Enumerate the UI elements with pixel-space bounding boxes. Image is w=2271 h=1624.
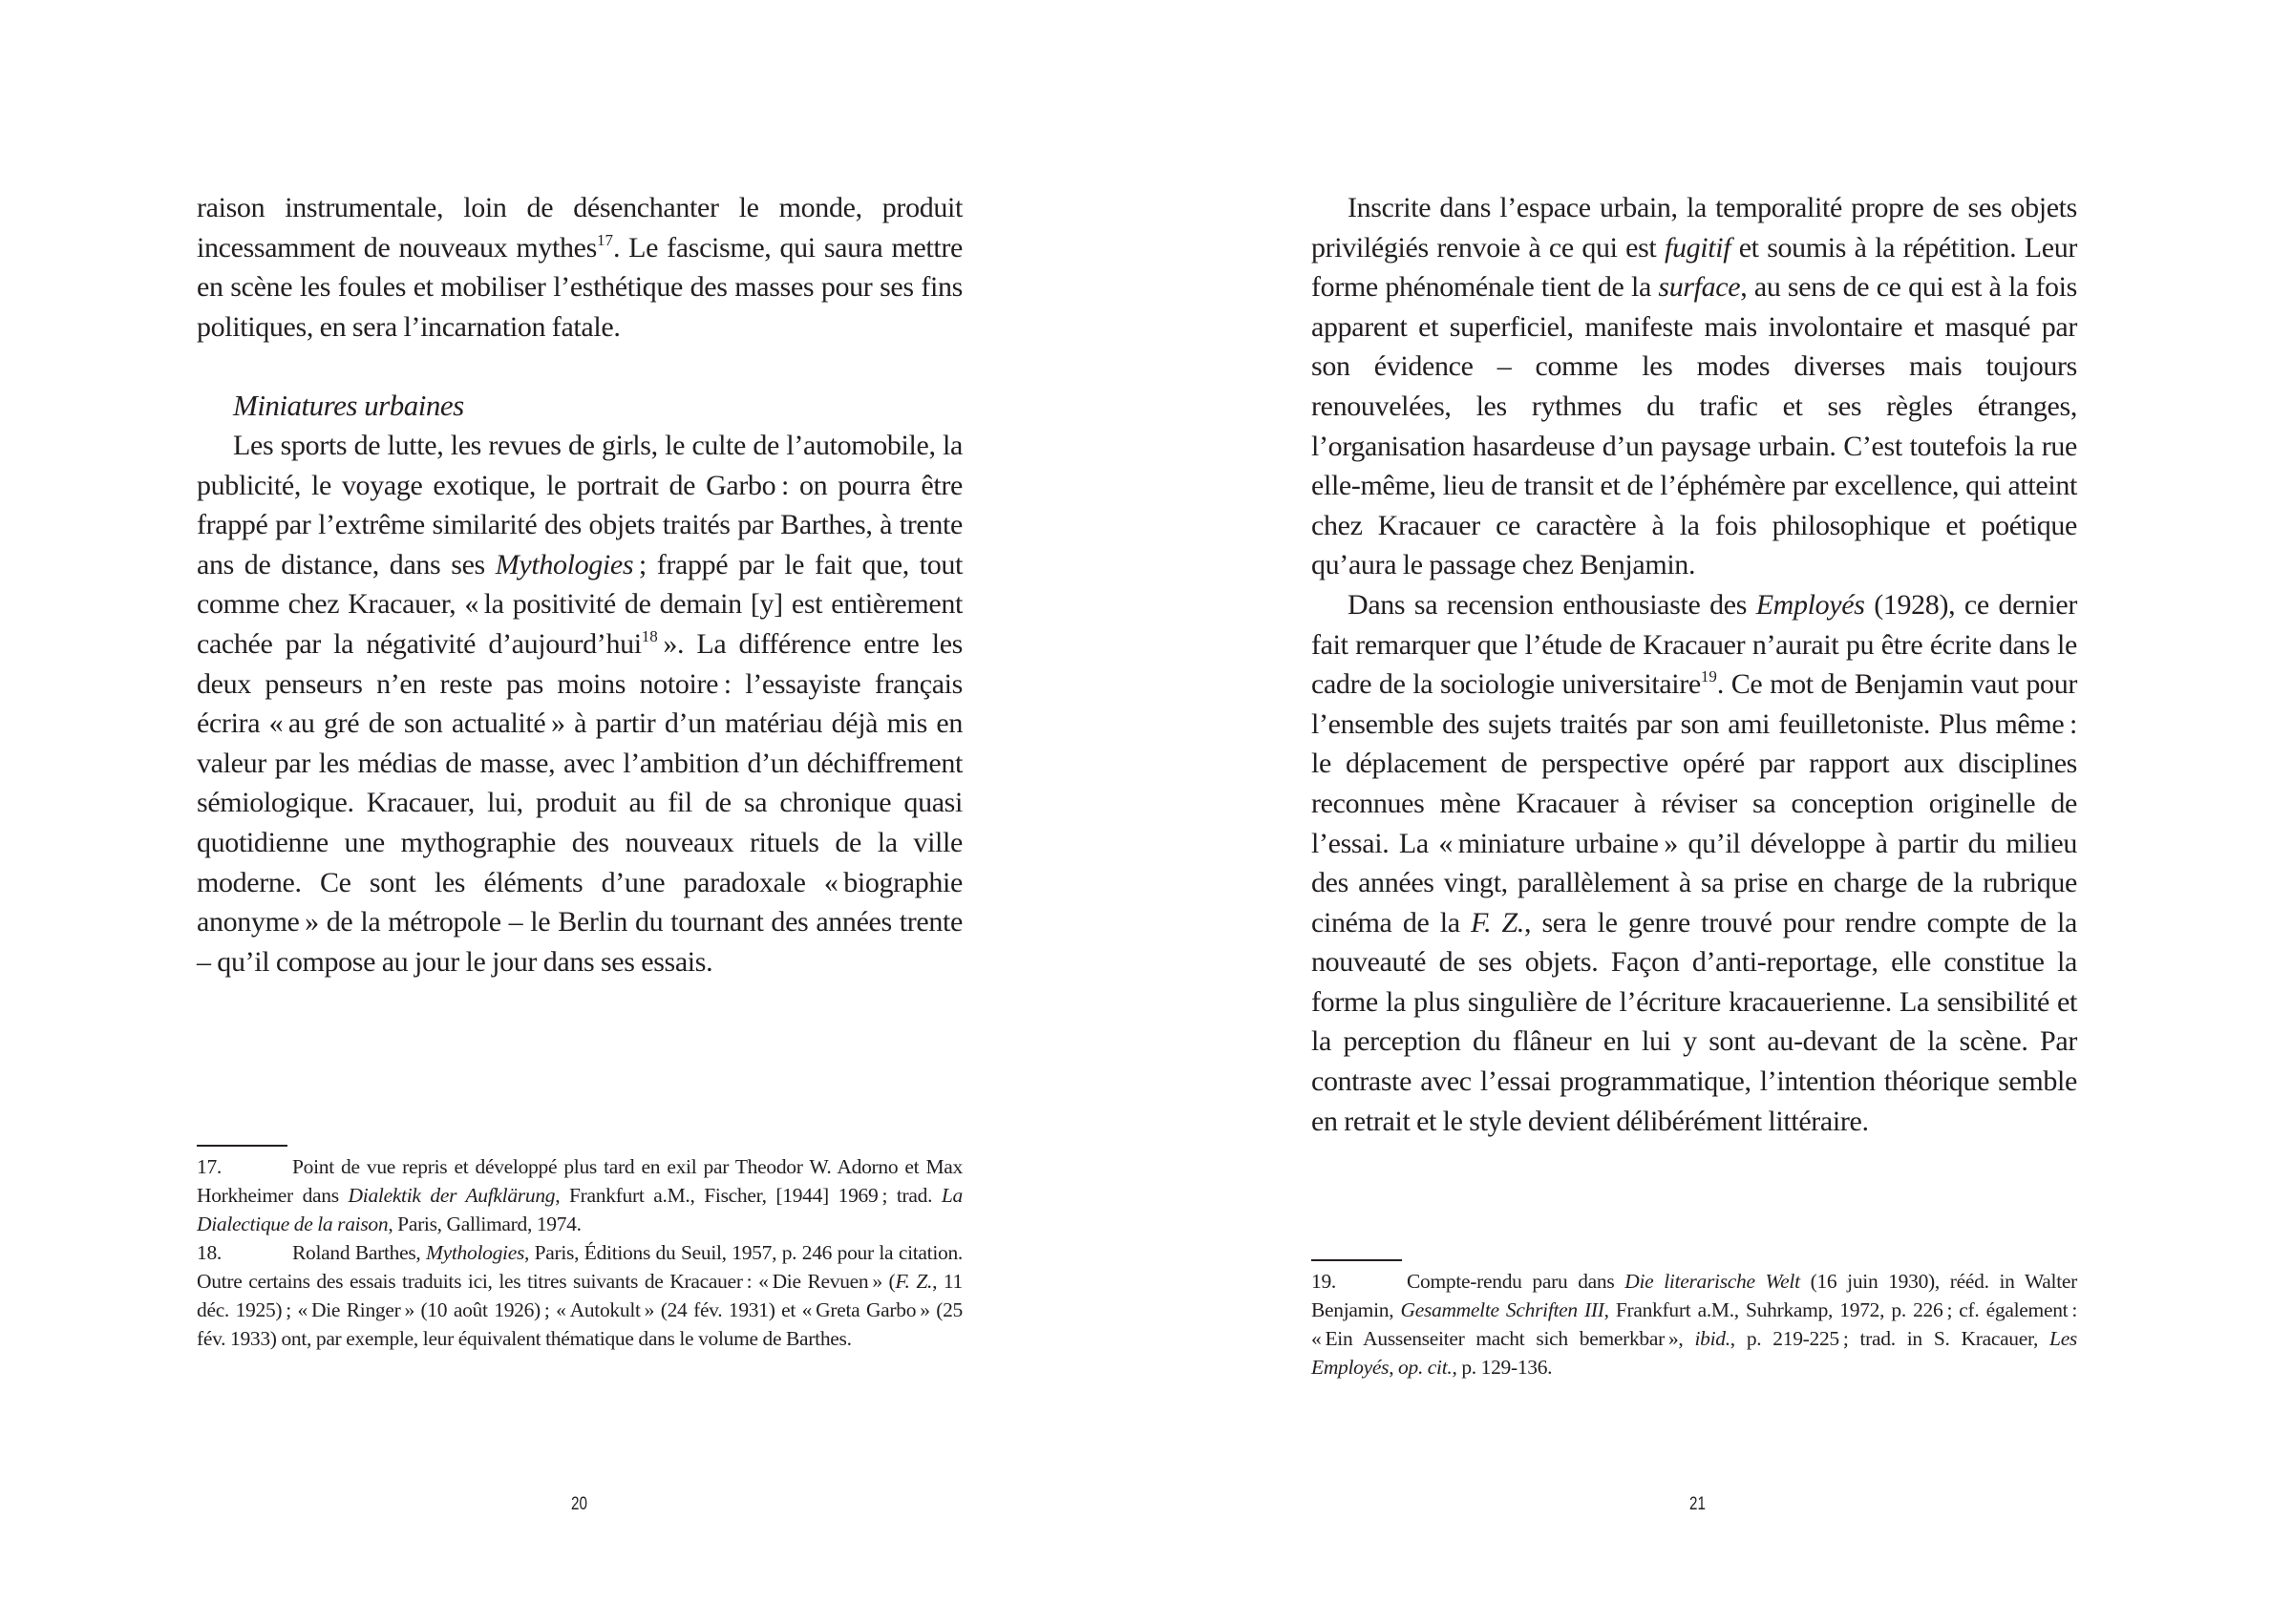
text-run: Dans sa recension enthousiaste des bbox=[1348, 588, 1756, 621]
text-run: (16 juin 1930), rééd. in Walter Benjamin, bbox=[1311, 1270, 2077, 1321]
text-run: (1928), ce dernier fait remarquer que l’étude de Kracauer n’aurait pu être écrite dans le cadre de la sociologie universitaire bbox=[1311, 588, 2077, 701]
text-run: . Le fascisme, qui saura mettre en scène les foules et mobiliser l’esthétique des masses pour ses fins politiques, en sera l’incarnation fatale. bbox=[197, 231, 963, 343]
italic-text: Die literarische Welt bbox=[1624, 1270, 1800, 1293]
text-run: ; frappé par le fait que, tout comme chez Kracauer, « la positivité de demain [y] est entièrement cachée par la négativité d’aujourd’hui bbox=[197, 548, 963, 660]
right-footnotes bbox=[1311, 1259, 2077, 1381]
left-body-column bbox=[197, 188, 963, 981]
italic-text: Employés bbox=[1755, 588, 1865, 621]
text-run: , 11 déc. 1925) ; « Die Ringer » (10 août 1926) ; « Autokult » (24 fév. 1931) et « Greta Garbo » (25 fév. 1933) ont, par exemple, leur équivalent thématique dans le volume de Barthes. bbox=[197, 1270, 963, 1350]
text-run: , Paris, Éditions du Seuil, 1957, p. 246 pour la citation. Outre certains des essais traduits ici, les titres suivants de Kracauer : « Die Revuen » ( bbox=[197, 1241, 963, 1293]
left-paragraph-1 bbox=[197, 188, 963, 347]
footnote-18 bbox=[197, 1238, 963, 1353]
right-paragraph-2 bbox=[1311, 585, 2077, 1141]
section-heading: Miniatures urbaines bbox=[233, 389, 464, 423]
text-run: Compte-rendu paru dans bbox=[1407, 1270, 1625, 1293]
text-run: , bbox=[1389, 1356, 1399, 1379]
italic-text: Dialektik der Aufklärung bbox=[348, 1184, 556, 1207]
right-paragraph-1 bbox=[1311, 188, 2077, 585]
left-footnotes bbox=[197, 1145, 963, 1353]
text-run: , p. 129-136. bbox=[1452, 1356, 1553, 1379]
text-run: Inscrite dans l’espace urbain, la temporalité propre de ses objets privilégiés renvoie à ce qui est bbox=[1311, 192, 2077, 264]
footnote-reference[interactable]: 18 bbox=[641, 626, 658, 645]
text-run: . Ce mot de Benjamin vaut pour l’ensemble des sujets traités par son ami feuilletoniste. Plus même : le déplacement de perspective opéré par rapport aux disciplines reconnues mène Kracauer à réviser sa conception originelle de l’essai. La « miniature urbaine » qu’il développe à partir du milieu des années vingt, parallèlement à sa prise en charge de la rubrique cinéma de la bbox=[1311, 668, 2077, 939]
footnote-number: 17. bbox=[197, 1155, 222, 1178]
text-run: , sera le genre trouvé pour rendre compte de la nouveauté de ses objets. Façon d’anti-reportage, elle constitue la forme la plus singulière de l’écriture kracauerienne. La sensibilité et la perception du flâneur en lui y sont au-devant de la scène. Par contraste avec l’essai programmatique, l’intention théorique semble en retrait et le style devient délibérément littéraire. bbox=[1311, 906, 2077, 1137]
italic-text: fugitif bbox=[1664, 231, 1731, 264]
italic-text: Mythologies bbox=[426, 1241, 525, 1264]
footnote-number: 19. bbox=[1311, 1270, 1336, 1293]
footnote-separator-rule bbox=[1311, 1259, 1402, 1261]
footnote-reference[interactable]: 17 bbox=[596, 230, 613, 249]
right-body-column bbox=[1311, 188, 2077, 1141]
text-run: Roland Barthes, bbox=[292, 1241, 427, 1264]
footnote-text bbox=[197, 1241, 963, 1350]
text-run: ». La différence entre les deux penseurs n’en reste pas moins notoire : l’essayiste français écrira « au gré de son actualité » à partir d’un matériau déjà mis en valeur par les médias de masse, avec l’ambition d’un déchiffrement sémiologique. Kracauer, lui, produit au fil de sa chronique quasi quotidienne une mythographie des nouveaux rituels de la ville moderne. Ce sont les éléments d’une paradoxale « biographie anonyme » de la métropole – le Berlin du tournant des années trente – qu’il compose au jour le jour dans ses essais. bbox=[197, 627, 963, 978]
footnote-separator-rule bbox=[197, 1145, 287, 1147]
italic-text: ibid. bbox=[1694, 1327, 1730, 1350]
text-run: , au sens de ce qui est à la fois apparent et superficiel, manifeste mais involontaire et masqué par son évidence – comme les modes diverses mais toujours renouvelées, les rythmes du trafic et ses règles étranges, l’organisation hasardeuse d’un paysage urbain. C’est toutefois la rue elle-même, lieu de transit et de l’éphémère par excellence, qui atteint chez Kracauer ce caractère à la fois philosophique et poétique qu’aura le passage chez Benjamin. bbox=[1311, 271, 2077, 581]
footnote-17 bbox=[197, 1152, 963, 1238]
text-run: raison instrumentale, loin de désenchanter le monde, produit incessamment de nouveaux mythes bbox=[197, 192, 963, 264]
text-run: Point de vue repris et développé plus tard en exil par Theodor W. Adorno et Max Horkheimer dans bbox=[197, 1155, 963, 1207]
italic-text: Gesammelte Schriften III bbox=[1400, 1298, 1604, 1321]
italic-text: F. Z. bbox=[1470, 906, 1525, 939]
italic-text: Les Employés bbox=[1311, 1327, 2077, 1379]
italic-text: surface bbox=[1658, 271, 1741, 304]
footnote-number: 18. bbox=[197, 1241, 222, 1264]
italic-text: F. Z. bbox=[895, 1270, 933, 1293]
text-run: Les sports de lutte, les revues de girls, le culte de l’automobile, la publicité, le voyage exotique, le portrait de Garbo : on pourra être frappé par l’extrême similarité des objets traités par Barthes, à trente ans de distance, dans ses bbox=[197, 429, 963, 580]
text-run: , p. 219-225 ; trad. in S. Kracauer, bbox=[1730, 1327, 2050, 1350]
text-run: et soumis à la répétition. Leur forme phénoménale tient de la bbox=[1311, 231, 2078, 304]
page-number-right: 21 bbox=[1689, 1494, 1706, 1514]
page-number-left: 20 bbox=[571, 1494, 587, 1514]
footnote-19 bbox=[1311, 1267, 2077, 1381]
italic-text: op. cit. bbox=[1398, 1356, 1453, 1379]
italic-text: La Dialectique de la raison bbox=[197, 1184, 963, 1235]
footnote-reference[interactable]: 19 bbox=[1700, 667, 1717, 686]
footnote-text bbox=[197, 1155, 963, 1235]
italic-text: Mythologies bbox=[495, 548, 634, 580]
left-paragraph-2 bbox=[197, 426, 963, 981]
text-run: , Paris, Gallimard, 1974. bbox=[388, 1213, 582, 1235]
text-run: , Frankfurt a.M., Suhrkamp, 1972, p. 226 ; cf. également : « Ein Aussenseiter macht sich bemerkbar », bbox=[1311, 1298, 2077, 1350]
footnote-text bbox=[1311, 1270, 2077, 1379]
right-page bbox=[1136, 0, 2271, 1624]
text-run: , Frankfurt a.M., Fischer, [1944] 1969 ; trad. bbox=[555, 1184, 942, 1207]
